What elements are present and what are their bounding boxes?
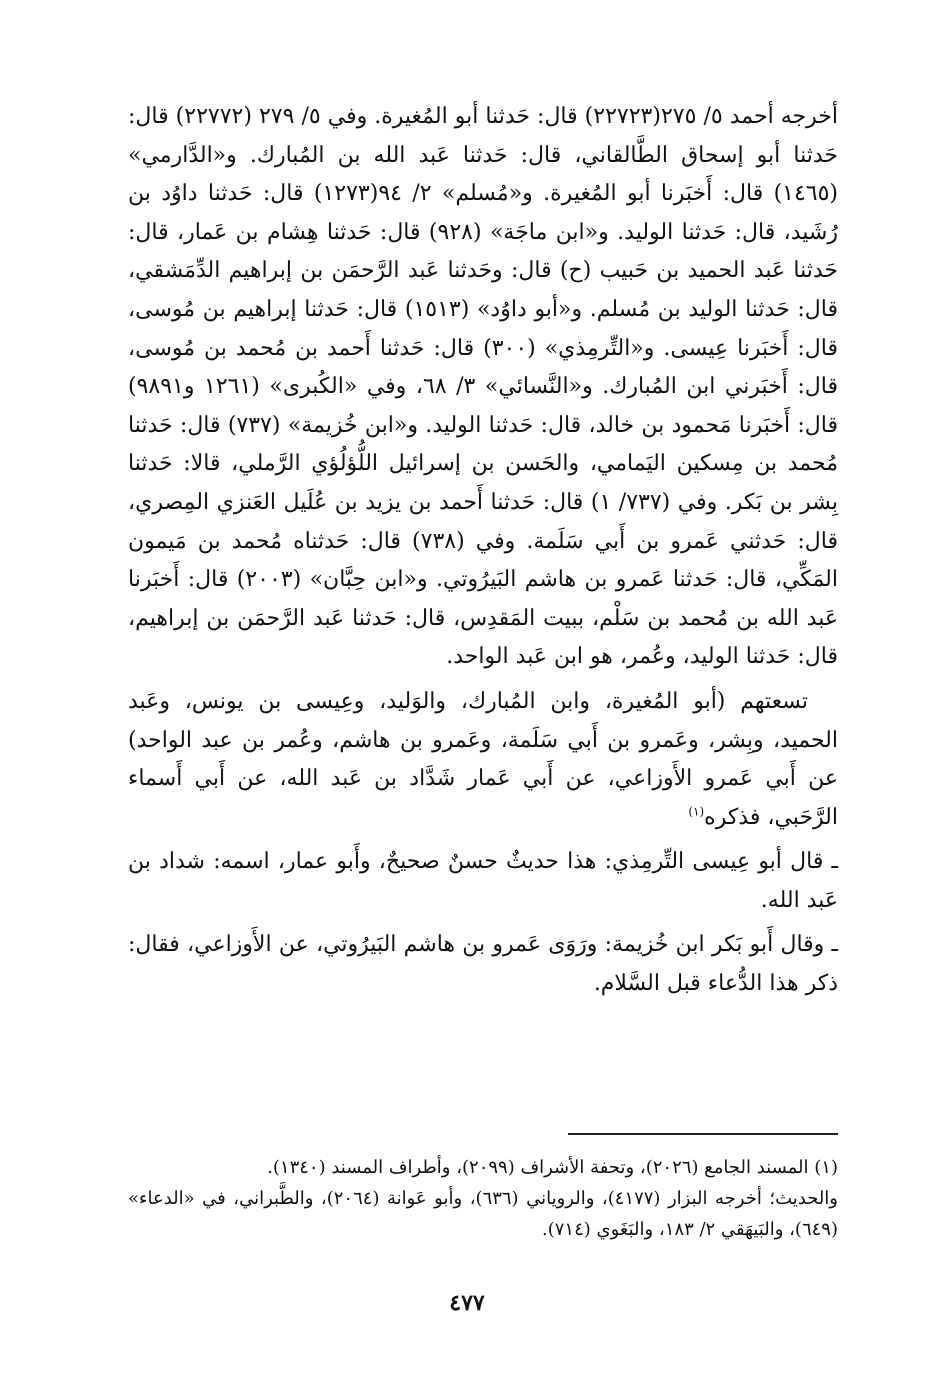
page-number: ٤٧٧ bbox=[449, 1290, 485, 1316]
footnote-divider bbox=[568, 1133, 838, 1135]
chain-summary-text: تسعتهم (أبو المُغيرة، وابن المُبارك، والوَليد، وعِيسى بن يونس، وعَبد الحميد، وبِشر، وعَمرو بن أَبي سَلَمة، وعَمرو بن هاشم، وعُمر بن عبد الواحد) عن أَبي عَمرو الأَوزاعي، عن أَبي عَمار شَدَّاد بن عَبد الله، عن أَبي أَسماء الرَّحَبي، فذكره bbox=[128, 688, 838, 830]
footnote-reference[interactable]: (١) bbox=[688, 804, 705, 819]
ibn-khuzaymah-comment: ـ وقال أَبو بَكر ابن خُزيمة: ورَوَى عَمرو بن هاشم البَيرُوتي، عن الأَوزاعي، فقال: ذكر هذا الدُّعاء قبل السَّلام. bbox=[128, 932, 838, 997]
footnote-line: (١) المسند الجامع (٢٠٢٦)، وتحفة الأشراف (٢٠٩٩)، وأطراف المسند (١٣٤٠). bbox=[267, 1157, 838, 1178]
chain-summary-paragraph bbox=[128, 683, 838, 837]
footnotes bbox=[128, 1152, 838, 1245]
footnote-line: والحديث؛ أخرجه البزار (٤١٧٧)، والروياني (٦٣٦)، وأبو عَوانة (٢٠٦٤)، والطَّبراني، في «الدعاء» (٦٤٩)، والبَيهَقي ٢/ ١٨٣، والبَغَوي (٧١٤). bbox=[128, 1188, 838, 1240]
tirmidhi-comment: ـ قال أبو عِيسى التِّرمِذي: هذا حديثٌ حسنٌ صحيحٌ، وأَبو عمار، اسمه: شداد بن عَبد الله. bbox=[128, 849, 838, 913]
main-text bbox=[128, 98, 838, 1004]
hadith-takhrij-paragraph: أخرجه أحمد ٥/ ٢٧٥(٢٢٧٢٣) قال: حَدثنا أبو المُغيرة. وفي ٥/ ٢٧٩ (٢٢٧٧٢) قال: حَدثنا أبو إسحاق الطَّالقاني، قال: حَدثنا عَبد الله بن المُبارك. و«الدَّارمي» (١٤٦٥) قال: أَخبَرنا أبو المُغيرة. و«مُسلم» ٢/ ٩٤(١٢٧٣) قال: حَدثنا داوُد بن رُشَيد، قال: حَدثنا الوليد. و«ابن ماجَة» (٩٢٨) قال: حَدثنا هِشام بن عَمار، قال: حَدثنا عَبد الحميد بن حَبيب (ح) قال: وحَدثنا عَبد الرَّحمَن بن إبراهيم الدِّمَشقي، قال: حَدثنا الوليد بن مُسلم. و«أبو داوُد» (١٥١٣) قال: حَدثنا إبراهيم بن مُوسى، قال: أَخبَرنا عِيسى. و«التِّرمِذي» (٣٠٠) قال: حَدثنا أَحمد بن مُحمد بن مُوسى، قال: أَخبَرني ابن المُبارك. و«النَّسائي» ٣/ ٦٨، وفي «الكُبرى» (١٢٦١ و٩٨٩١) قال: أَخبَرنا مَحمود بن خالد، قال: حَدثنا الوليد. و«ابن خُزيمة» (٧٣٧) قال: حَدثنا مُحمد بن مِسكين اليَمامي، والحَسن بن إسرائيل اللُّؤلُؤي الرَّملي، قالا: حَدثنا بِشر بن بَكر. وفي (٧٣٧/ ١) قال: حَدثنا أَحمد بن يزيد بن عُلَيل العَنزي المِصري، قال: حَدثني عَمرو بن أَبي سَلَمة. وفي (٧٣٨) قال: حَدثناه مُحمد بن مَيمون المَكِّي، قال: حَدثنا عَمرو بن هاشم البَيرُوتي. و«ابن حِبَّان» (٢٠٠٣) قال: أَخبَرنا عَبد الله بن مُحمد بن سَلْم، ببيت المَقدِس، قال: حَدثنا عَبد الرَّحمَن بن إبراهيم، قال: حَدثنا الوليد، وعُمر، هو ابن عَبد الواحد. bbox=[128, 104, 839, 670]
